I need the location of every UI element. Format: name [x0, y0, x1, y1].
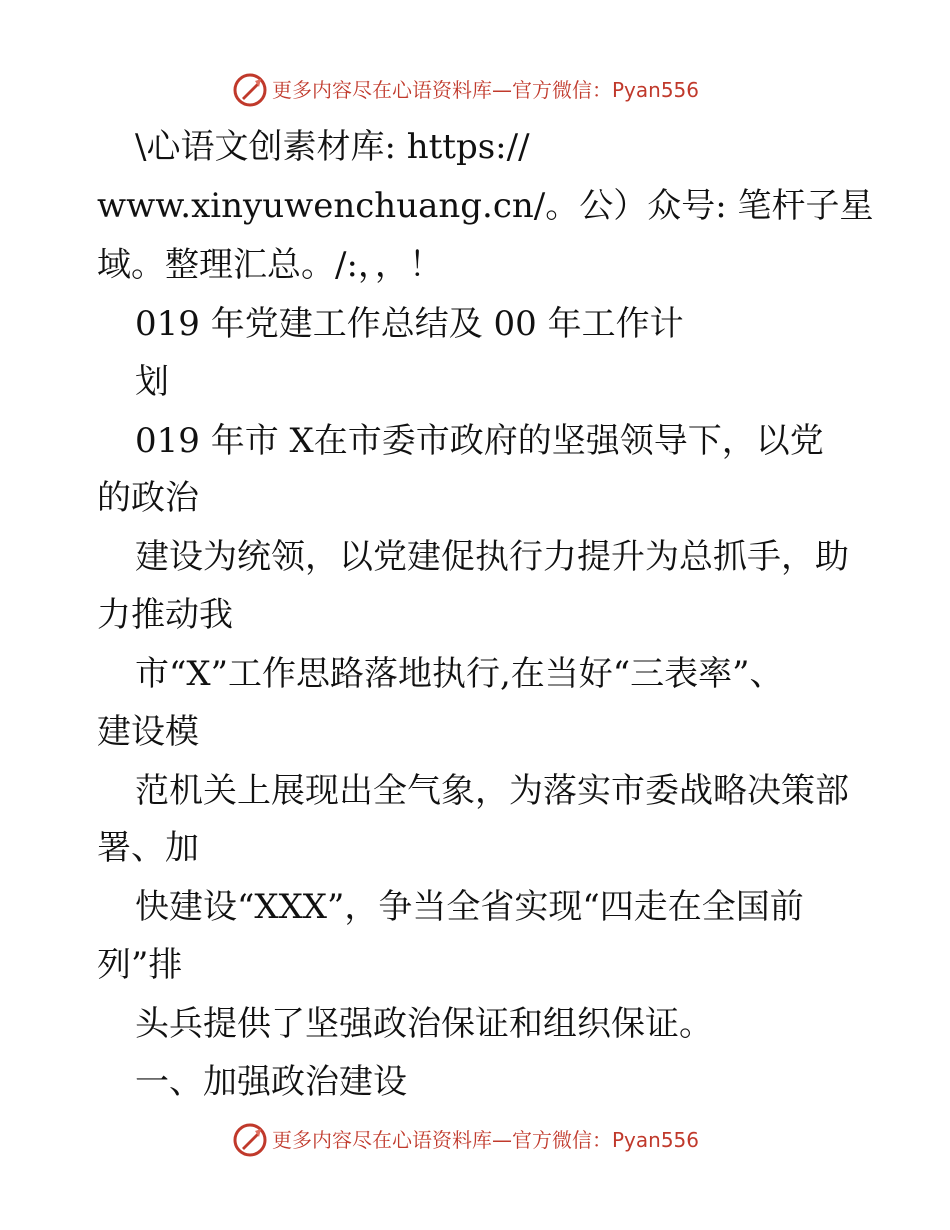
doc-line: 建设为统领，以党建促执行力提升为总抓手，助 — [135, 537, 849, 577]
doc-line: 头兵提供了坚强政治保证和组织保证。 — [135, 1004, 713, 1044]
doc-line: 划 — [135, 362, 169, 402]
doc-line: 的政治 — [97, 478, 199, 518]
doc-line: 019 年党建工作总结及 00 年工作计 — [135, 304, 684, 344]
doc-line: 范机关上展现出全气象，为落实市委战略决策部 — [135, 771, 849, 811]
doc-line: www.xinyuwenchuang.cn/。公）众号: 笔杆子星 — [97, 186, 874, 226]
doc-line: 快建设“XXX”，争当全省实现“四走在全国前 — [135, 887, 804, 927]
doc-line: 列”排 — [97, 945, 183, 985]
doc-line: 域。整理汇总。/:，，！ — [97, 245, 443, 285]
doc-line: 力推动我 — [97, 595, 233, 635]
doc-line: 一、加强政治建设 — [135, 1062, 407, 1102]
watermark-suffix: 官方微信：Pyan556 — [512, 1128, 700, 1152]
header-watermark-banner — [0, 70, 950, 110]
feather-pen-logo-icon — [233, 73, 267, 107]
footer-watermark-banner — [0, 1120, 950, 1160]
watermark-dash: — — [492, 78, 512, 102]
watermark-text — [272, 1128, 699, 1152]
doc-line: 019 年市 X在市委市政府的坚强领导下，以党 — [135, 421, 824, 461]
watermark-text — [272, 78, 699, 102]
watermark-dash: — — [492, 1128, 512, 1152]
watermark-suffix: 官方微信：Pyan556 — [512, 78, 700, 102]
feather-pen-logo-icon — [233, 1123, 267, 1157]
watermark-main: 更多内容尽在心语资料库 — [272, 78, 492, 102]
doc-line: 署、加 — [97, 828, 199, 868]
doc-line: 市“X”工作思路落地执行,在当好“三表率”、 — [135, 654, 784, 694]
watermark-main: 更多内容尽在心语资料库 — [272, 1128, 492, 1152]
doc-line: 建设模 — [97, 712, 199, 752]
doc-line: \心语文创素材库: https:// — [135, 127, 530, 167]
